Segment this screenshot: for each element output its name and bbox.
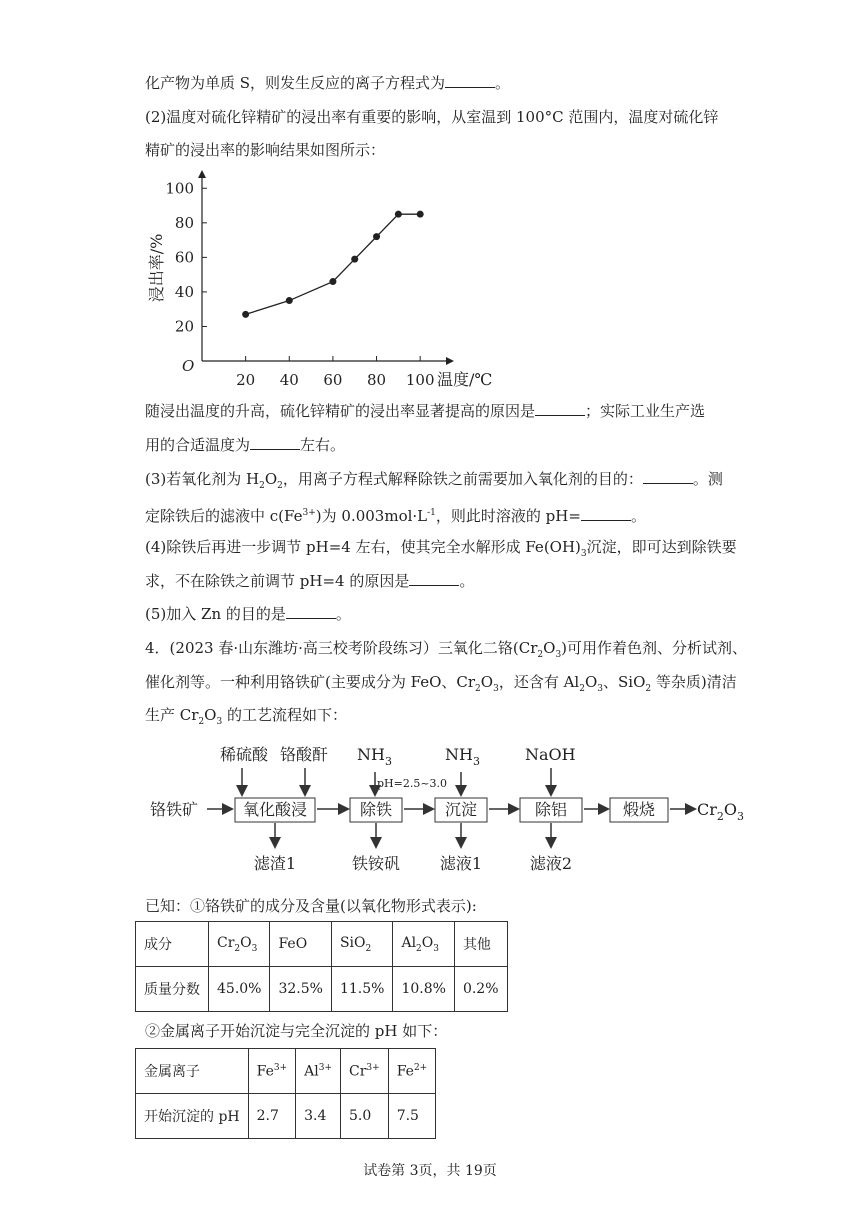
table-cell: $Cr^{3+}$ — [341, 1049, 389, 1094]
y-axis-arrow — [198, 170, 206, 178]
ph-note: pH=2.5~3.0 — [377, 777, 448, 790]
text-line: (3)若氧化剂为 $H_2O_2$，用离子方程式解释除铁之前需要加入氧化剂的目的： 。测 — [145, 470, 723, 491]
table-cell: 5.0 — [341, 1094, 389, 1139]
table-cell: $Al_2O_3$ — [393, 922, 454, 967]
series-line — [246, 214, 421, 314]
answer-blank[interactable] — [535, 401, 585, 416]
table-cell: 金属离子 — [136, 1049, 249, 1094]
y-tick-label: 80 — [174, 213, 194, 232]
x-tick-label: 80 — [366, 371, 387, 389]
table-row — [136, 1049, 436, 1094]
ore-composition-table — [135, 921, 508, 1012]
leaching-rate-chart — [145, 168, 505, 393]
text-line: (5)加入 Zn 的目的是 。 — [145, 605, 351, 623]
text-line: 4．(2023 春·山东潍坊·高三校考阶段练习）三氧化二铬$(Cr_2O_3)$可用作着色剂、分析试剂、 — [145, 639, 748, 660]
x-axis-label: 温度/℃ — [437, 370, 493, 389]
table-cell: 成分 — [136, 922, 209, 967]
answer-blank[interactable] — [409, 571, 459, 586]
table-cell: 3.4 — [296, 1094, 341, 1139]
x-axis-arrow — [446, 357, 454, 365]
y-tick-label: 40 — [174, 282, 194, 301]
text-line: 生产 $Cr_2O_3$ 的工艺流程如下： — [145, 706, 347, 727]
table-cell: 其他 — [454, 922, 507, 967]
y-tick-label: 100 — [165, 179, 194, 198]
text-line: (2)温度对硫化锌精矿的浸出率有重要的影响，从室温到 100°C 范围内，温度对硫化锌 — [145, 108, 719, 126]
process-flow-diagram — [145, 738, 765, 878]
table-cell: 0.2% — [454, 967, 507, 1012]
flow-start-chromite: 铬铁矿 — [150, 800, 199, 819]
output-residue-1: 滤渣1 — [253, 854, 297, 873]
text-line: 定除铁后的滤液中 $c(Fe^{3+})$为 $0.003mol\cdot L^{-1}$，则此时溶液的 pH= 。 — [145, 507, 646, 525]
y-axis-label: 浸出率/% — [147, 233, 166, 303]
table-row — [136, 922, 508, 967]
input-naoh: NaOH — [525, 745, 576, 764]
answer-blank[interactable] — [581, 506, 631, 521]
table-cell: $Fe^{3+}$ — [248, 1049, 296, 1094]
step-label: 除铝 — [534, 800, 568, 819]
text-line: 已知：①铬铁矿的成分及含量(以氧化物形式表示): — [145, 897, 477, 915]
step-label: 沉淀 — [444, 800, 478, 819]
output-ammonium-iron-alum: 铁铵矾 — [351, 854, 401, 873]
y-tick-label: 20 — [174, 317, 194, 336]
step-label: 除铁 — [359, 800, 393, 819]
text-line: 化产物为单质 S，则发生反应的离子方程式为 。 — [145, 74, 511, 92]
chart-layer — [147, 170, 492, 389]
text-line: ②金属离子开始沉淀与完全沉淀的 pH 如下： — [145, 1022, 448, 1040]
text-line: 催化剂等。一种利用铬铁矿(主要成分为 FeO、$Cr_2O_3$，还含有 $Al_2O_3$、SiO$_2$ 等杂质)清洁 — [145, 673, 737, 694]
flow-product-cr2o3: $Cr_2O_3$ — [697, 800, 745, 823]
table-cell: 45.0% — [209, 967, 270, 1012]
data-point — [329, 278, 336, 285]
text-line: 精矿的浸出率的影响结果如图所示： — [145, 141, 386, 159]
table-cell: 11.5% — [331, 967, 392, 1012]
text-line: 求，不在除铁之前调节 pH=4 的原因是 。 — [145, 572, 475, 590]
table-cell: SiO$_2$ — [331, 922, 392, 967]
table-cell: $Al^{3+}$ — [296, 1049, 341, 1094]
table-cell: 开始沉淀的 pH — [136, 1094, 249, 1139]
step-label: 煅烧 — [622, 800, 656, 819]
step-label: 氧化酸浸 — [242, 800, 308, 819]
table-cell: FeO — [270, 922, 331, 967]
table-cell: 7.5 — [388, 1094, 436, 1139]
x-tick-label: 20 — [236, 371, 256, 389]
text-line: 用的合适温度为 左右。 — [145, 436, 346, 454]
text-line: (4)除铁后再进一步调节 pH=4 左右，使其完全水解形成 $Fe(OH)_3$沉淀，即可达到除铁要 — [145, 538, 737, 559]
data-point — [373, 233, 380, 240]
table-cell: 10.8% — [393, 967, 454, 1012]
text-line: 随浸出温度的升高，硫化锌精矿的浸出率显著提高的原因是 ；实际工业生产选 — [145, 402, 706, 420]
input-nh3-1: $NH_3$ — [357, 745, 392, 768]
table-row — [136, 967, 508, 1012]
input-nh3-2: $NH_3$ — [445, 745, 480, 768]
data-point — [395, 211, 402, 218]
table-cell: $Fe^{2+}$ — [388, 1049, 436, 1094]
table-row — [136, 1094, 436, 1139]
output-filtrate-2: 滤液2 — [529, 854, 573, 873]
metal-ion-ph-table — [135, 1048, 436, 1139]
answer-blank[interactable] — [250, 435, 300, 450]
data-point — [286, 297, 293, 304]
input-dilute-sulfuric-acid: 稀硫酸 — [220, 745, 269, 764]
answer-blank[interactable] — [643, 469, 693, 484]
table-cell: 2.7 — [248, 1094, 296, 1139]
data-point — [351, 256, 358, 263]
origin-label: O — [182, 357, 195, 375]
answer-blank[interactable] — [445, 73, 495, 88]
x-tick-label: 100 — [405, 371, 435, 389]
y-tick-label: 60 — [174, 248, 194, 267]
x-tick-label: 60 — [323, 371, 343, 389]
x-tick-label: 40 — [279, 371, 299, 389]
page-footer: 试卷第 3页，共 19页 — [363, 1163, 497, 1179]
table-cell: 32.5% — [270, 967, 331, 1012]
table-cell: 质量分数 — [136, 967, 209, 1012]
output-filtrate-1: 滤液1 — [439, 854, 483, 873]
table-cell: $Cr_2O_3$ — [209, 922, 270, 967]
data-point — [417, 211, 424, 218]
data-point — [242, 311, 249, 318]
answer-blank[interactable] — [286, 604, 336, 619]
input-chromic-anhydride: 铬酸酐 — [280, 745, 329, 764]
